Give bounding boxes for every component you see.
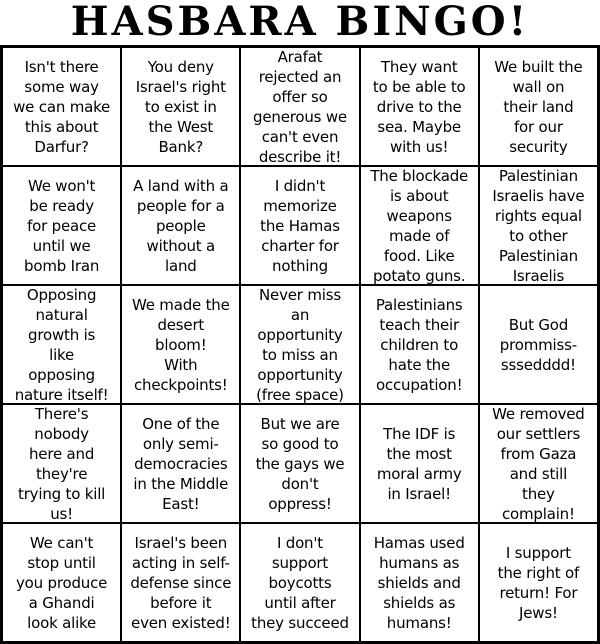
bingo-cell bbox=[2, 523, 121, 642]
bingo-cell bbox=[479, 285, 598, 404]
bingo-cell-text: We made the desert bloom! With checkpoints! bbox=[131, 295, 230, 394]
page-title: HASBARA BINGO! bbox=[70, 0, 530, 45]
bingo-cell-text: There's nobody here and they're trying to kill us! bbox=[18, 404, 106, 523]
bingo-cell-text: One of the only semi- democracies in the Middle East! bbox=[133, 414, 229, 513]
bingo-cell-text: But God prommiss- sssedddd! bbox=[499, 315, 577, 374]
bingo-cell-text: Opposing natural growth is like opposing nature itself! bbox=[14, 285, 109, 404]
bingo-cell bbox=[360, 523, 479, 642]
bingo-cell bbox=[121, 404, 240, 523]
bingo-cell-text: They want to be able to drive to the sea. Maybe with us! bbox=[372, 57, 466, 156]
bingo-cell-text: Isn't there some way we can make this about Darfur? bbox=[13, 57, 111, 156]
bingo-cell bbox=[479, 404, 598, 523]
bingo-cell-text: We won't be ready for peace until we bomb Iran bbox=[24, 176, 100, 275]
bingo-cell-text: You deny Israel's right to exist in the West Bank? bbox=[135, 57, 226, 156]
bingo-cell bbox=[121, 523, 240, 642]
bingo-cell bbox=[121, 166, 240, 285]
bingo-cell-text: A land with a people for a people without a land bbox=[133, 176, 229, 275]
bingo-cell bbox=[240, 404, 359, 523]
bingo-cell-text: I don't support boycotts until after they succeed bbox=[251, 533, 349, 632]
bingo-cell-text: The IDF is the most moral army in Israel! bbox=[376, 424, 462, 503]
bingo-cell-free-space bbox=[240, 285, 359, 404]
bingo-cell-text: Palestinian Israelis have rights equal to other Palestinian Israelis bbox=[492, 166, 585, 285]
bingo-cell bbox=[360, 285, 479, 404]
bingo-cell bbox=[2, 404, 121, 523]
bingo-cell-text: Arafat rejected an offer so generous we can't even describe it! bbox=[253, 47, 347, 166]
bingo-cell bbox=[479, 47, 598, 166]
bingo-cell-text: Hamas used humans as shields and shields as humans! bbox=[373, 533, 465, 632]
bingo-cell-text: The blockade is about weapons made of food. Like potato guns. bbox=[370, 166, 469, 285]
bingo-cell bbox=[360, 166, 479, 285]
bingo-cell-text: Israel's been acting in self- defense since before it even existed! bbox=[130, 533, 232, 632]
bingo-cell bbox=[360, 404, 479, 523]
bingo-cell bbox=[240, 523, 359, 642]
bingo-cell bbox=[121, 285, 240, 404]
bingo-cell bbox=[360, 47, 479, 166]
bingo-cell bbox=[2, 285, 121, 404]
bingo-cell bbox=[2, 166, 121, 285]
bingo-cell bbox=[121, 47, 240, 166]
bingo-cell-text: I support the right of return! For Jews! bbox=[497, 543, 580, 622]
bingo-cell-text: We can't stop until you produce a Ghandi look alike bbox=[16, 533, 108, 632]
bingo-cell bbox=[479, 166, 598, 285]
bingo-cell-text: I didn't memorize the Hamas charter for nothing bbox=[260, 176, 340, 275]
bingo-cell-text: We built the wall on their land for our security bbox=[494, 57, 583, 156]
bingo-cell bbox=[2, 47, 121, 166]
bingo-cell-text: But we are so good to the gays we don't oppress! bbox=[255, 414, 345, 513]
bingo-cell-text: Palestinians teach their children to hate the occupation! bbox=[375, 295, 463, 394]
bingo-cell bbox=[479, 523, 598, 642]
bingo-cell bbox=[240, 166, 359, 285]
bingo-cell-text: Never miss an opportunity to miss an opportunity (free space) bbox=[256, 285, 344, 404]
bingo-cell-text: We removed our settlers from Gaza and still they complain! bbox=[492, 404, 585, 523]
bingo-cell bbox=[240, 47, 359, 166]
bingo-grid bbox=[0, 45, 600, 644]
